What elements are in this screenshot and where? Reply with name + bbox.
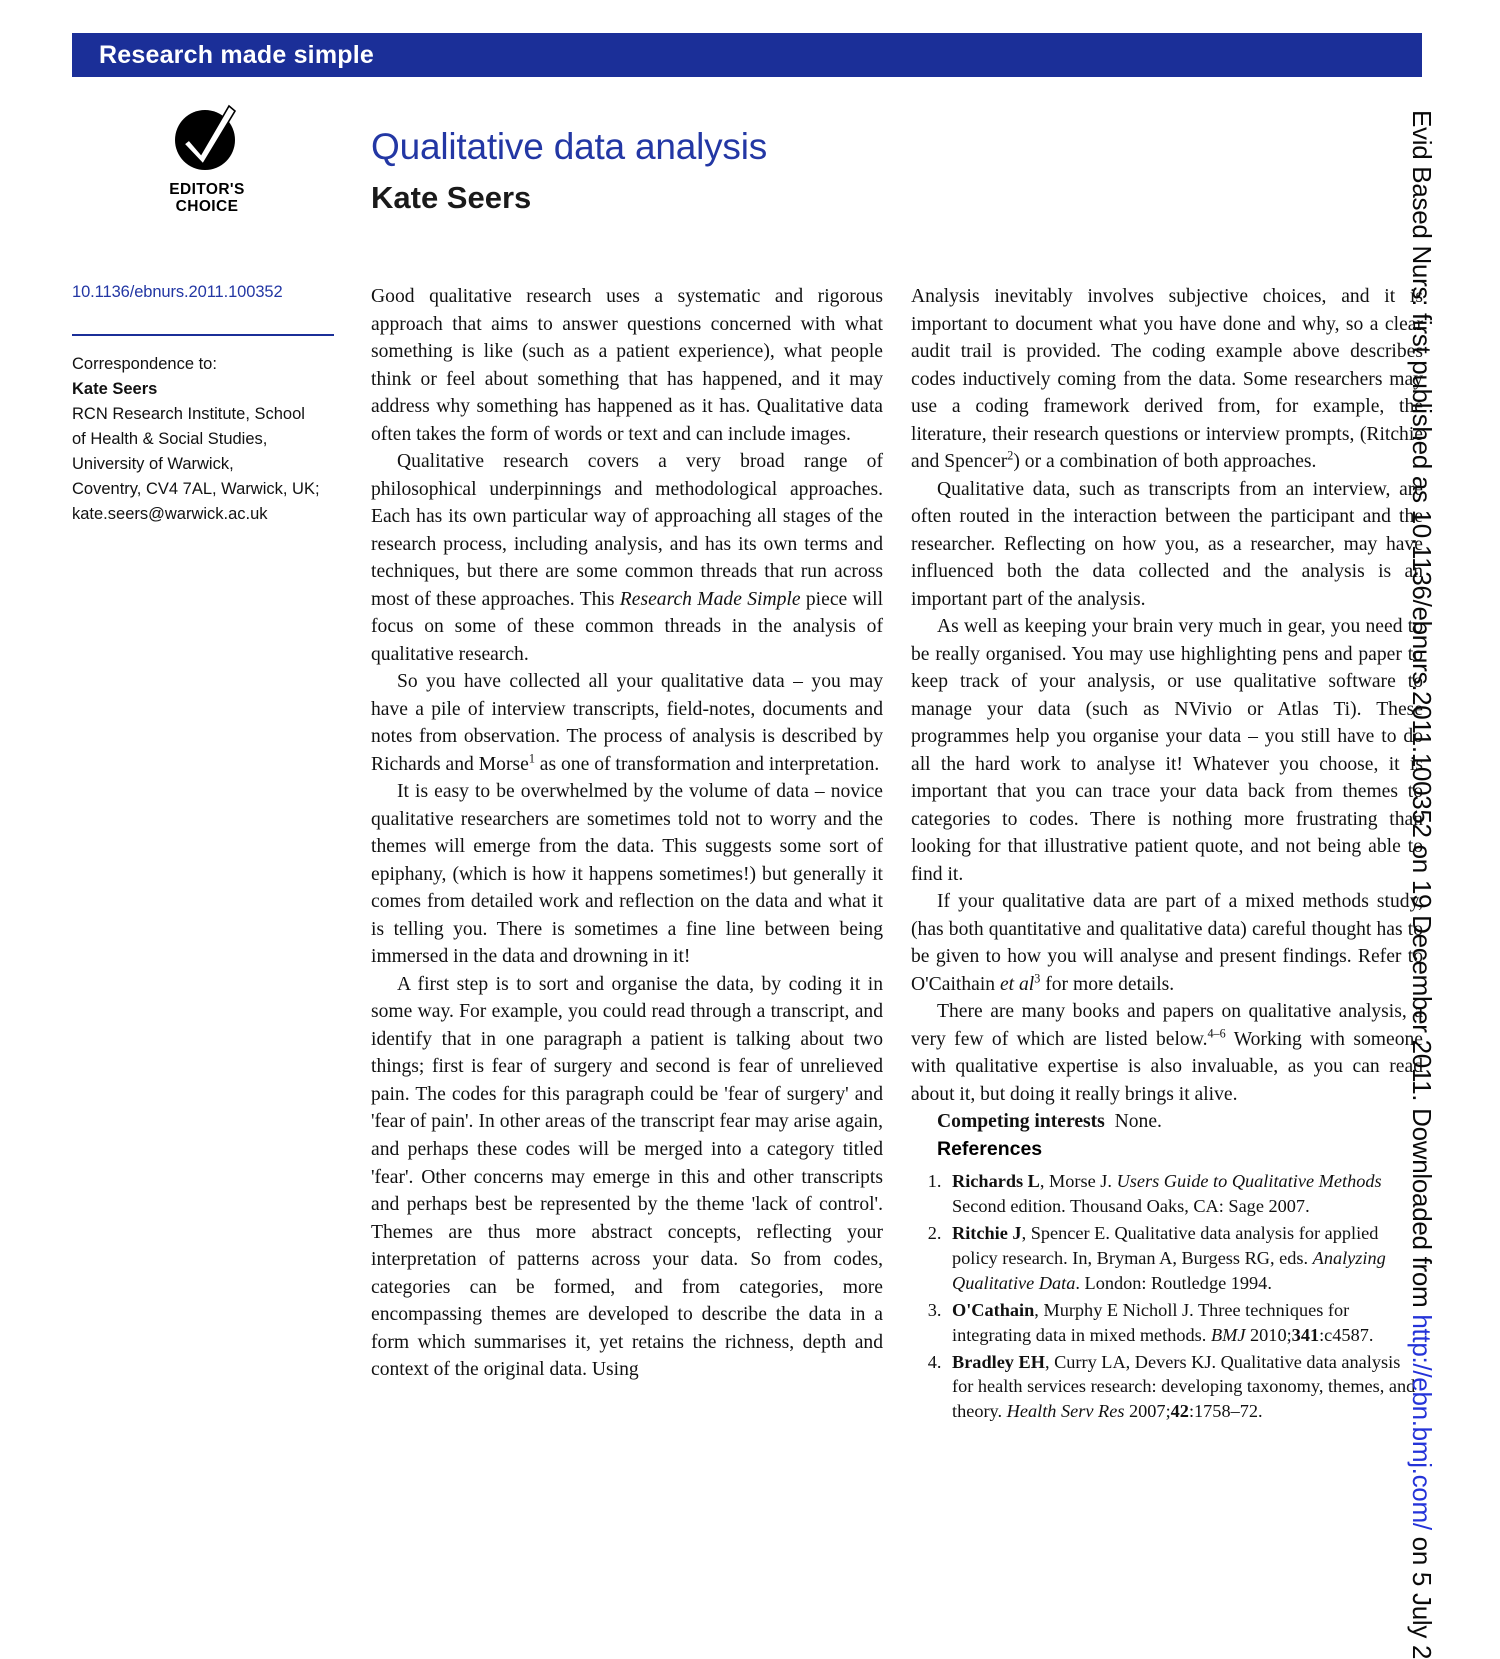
paragraph: As well as keeping your brain very much in gear, you need to be really organised. You may use highlighting pens and paper to keep track of your analysis, or use qualitative software to manage your data (such as NVivio or Atlas Ti). These programmes help you organise your data – you still have to do all the hard work to analyse it! Whatever you choose, it is important that you can trace your data back from themes to categories to codes. There is nothing more frustrating than looking for that illustrative patient quote, and not being able to find it. <box>911 616 1423 885</box>
reference-text: . London: Routledge 1994. <box>1075 1272 1272 1293</box>
reference-item <box>946 1169 1423 1219</box>
paragraph <box>911 998 1423 1108</box>
correspondence-name: Kate Seers <box>72 380 158 399</box>
reference-text: Second edition. Thousand Oaks, CA: Sage 2007. <box>952 1196 1310 1217</box>
watermark-url-link[interactable]: http://ebn.bmj.com/ <box>1407 1314 1437 1530</box>
banner-label: Research made simple <box>99 40 374 69</box>
reference-authors: Bradley EH <box>952 1351 1045 1372</box>
doi-text: 10.1136/ebnurs.2011.100352 <box>72 283 283 301</box>
citation-superscript: 2 <box>1007 448 1014 463</box>
address-line: of Health & Social Studies, <box>72 430 268 449</box>
competing-interests-label: Competing interests <box>937 1111 1105 1133</box>
badge-label-line1: EDITOR'S <box>169 181 245 198</box>
address-line: Coventry, CV4 7AL, Warwick, UK; <box>72 480 320 499</box>
reference-item <box>946 1298 1423 1348</box>
references-heading: References <box>937 1137 1043 1160</box>
reference-text: , Morse J. <box>1039 1171 1117 1192</box>
editors-choice-badge <box>152 98 262 216</box>
citation-superscript: 1 <box>528 751 535 766</box>
paragraph: Good qualitative research uses a systematic and rigorous approach that aims to answer questions concerned with what something is like (such as a patient experience), what people think or feel about something that has happened, and it may address why something has happened as it has. Qualitative data often takes the form of words or text and can include images. <box>371 286 883 445</box>
paragraph <box>371 668 883 778</box>
reference-item <box>946 1350 1423 1425</box>
reference-authors: Ritchie J <box>952 1223 1022 1244</box>
paragraph <box>911 888 1423 998</box>
paragraph-text: ) or a combination of both approaches. <box>1013 451 1317 473</box>
paragraph: It is easy to be overwhelmed by the volume of data – novice qualitative researchers are sometimes told not to worry and the themes will emerge from the data. This suggests some sort of epiphany, (which is how it happens sometimes!) but generally it comes from detailed work and reflection on the data and what it is telling you. There is sometimes a fine line between being immersed in the data and drowning in it! <box>371 781 883 968</box>
reference-journal: Health Serv Res <box>1006 1401 1125 1422</box>
reference-volume: 42 <box>1170 1401 1189 1422</box>
badge-label-line2: CHOICE <box>175 198 239 216</box>
email-address: kate.seers@warwick.ac.uk <box>72 505 268 524</box>
watermark-text: Evid Based Nurs: first published as 10.1136/ebnurs.2011.100352 on 19 December 2011. Downloaded from <box>1407 110 1437 1315</box>
reference-text: :1758–72. <box>1188 1401 1263 1422</box>
paragraph-text: There are many books and papers on qualitative analysis, a very few of which are listed below. <box>911 1001 1423 1050</box>
address-line: University of Warwick, <box>72 455 234 474</box>
reference-text: , Murphy E Nicholl J. Three techniques for integrating data in mixed methods. <box>952 1299 1350 1345</box>
competing-interests-value: None. <box>1114 1111 1162 1133</box>
paragraph-text: for more details. <box>1040 973 1175 995</box>
correspondence-label: Correspondence to: <box>72 355 217 373</box>
correspondence-block <box>72 352 334 528</box>
watermark-text: on 5 July 2 <box>1407 1529 1437 1659</box>
emphasis-text: Research Made Simple <box>619 588 801 610</box>
paragraph: A first step is to sort and organise the data, by coding it in some way. For example, you could read through a transcript, and identify that in one paragraph a patient is talking about two things; first is fear of surgery and second is fear of unrelieved pain. The codes for this paragraph could be 'fear of surgery' and 'fear of pain'. In other areas of the transcript fear may arise again, and perhaps these codes will be merged into a category titled 'fear'. Other concerns may emerge in this and other transcripts and perhaps best be represented by the theme 'lack of control'. Themes are thus more abstract concepts, reflecting your interpretation of patterns across your data. So from codes, categories can be formed, and from categories, more encompassing themes are developed to describe the data in a form which summarises it, yet retains the richness, depth and context of the original data. Using <box>371 973 883 1381</box>
reference-authors: Richards L <box>952 1171 1040 1192</box>
reference-volume: 341 <box>1291 1324 1320 1345</box>
citation-superscript: 4–6 <box>1207 1026 1226 1041</box>
body-column-left <box>371 283 883 1384</box>
emphasis-text: et al <box>999 973 1035 995</box>
meta-divider <box>72 334 334 336</box>
address-line: RCN Research Institute, School <box>72 405 305 424</box>
paragraph-text: as one of transformation and interpretation. <box>534 753 880 775</box>
article-metadata <box>72 283 334 528</box>
references-list <box>911 1169 1423 1424</box>
paragraph-text: So you have collected all your qualitative data – you may have a pile of interview transcripts, field-notes, documents and notes from observation. The process of analysis is described by Richards and Morse <box>371 671 883 775</box>
reference-title: Analyzing Qualitative Data <box>952 1248 1386 1293</box>
paragraph-text: Qualitative research covers a very broad range of philosophical underpinnings and methodological approaches. Each has its own particular way of approaching all stages of the research process, including analysis, and has its own terms and techniques, but there are some common threads that run across most of these approaches. This <box>371 451 883 610</box>
paragraph-text: If your qualitative data are part of a mixed methods study, (has both quantitative and qualitative data) careful thought has to be given to how you will analyse and present findings. Refer to O'Caithain <box>911 891 1423 995</box>
competing-interests <box>911 1108 1423 1136</box>
reference-text: , Spencer E. Qualitative data analysis for applied policy research. In, Bryman A, Burgess RG, eds. <box>952 1223 1379 1268</box>
paragraph: Qualitative data, such as transcripts from an interview, are often routed in the interaction between the participant and the researcher. Reflecting on how you, as a researcher, may have influenced both the data collected and the analysis is an important part of the analysis. <box>911 478 1423 610</box>
publication-watermark <box>1406 110 1437 1659</box>
body-column-right <box>911 283 1423 1426</box>
paragraph <box>371 448 883 668</box>
reference-item <box>946 1221 1423 1296</box>
reference-authors: O'Cathain <box>952 1299 1035 1320</box>
reference-title: Users Guide to Qualitative Methods <box>1116 1171 1382 1192</box>
author-name: Kate Seers <box>371 180 532 215</box>
paragraph-text: Working with someone with qualitative expertise is also invaluable, as you can read about it, but doing it really brings it alive. <box>911 1028 1423 1105</box>
paragraph <box>911 283 1423 476</box>
section-banner <box>72 33 1422 77</box>
citation-superscript: 3 <box>1034 971 1041 986</box>
reference-text: 2007; <box>1124 1401 1171 1422</box>
reference-text: , Curry LA, Devers KJ. Qualitative data analysis for health services research: developing taxonomy, themes, and theory. <box>952 1351 1416 1422</box>
reference-text: :c4587. <box>1319 1324 1374 1345</box>
reference-text: 2010; <box>1245 1324 1292 1345</box>
check-circle-icon <box>169 98 245 174</box>
reference-journal: BMJ <box>1210 1324 1246 1345</box>
paragraph-text: Analysis inevitably involves subjective choices, and it is important to document what you have done and why, so a clear audit trail is provided. The coding example above describes codes inductively coming from the data. Some researchers may use a coding framework derived from, for example, the literature, their research questions or interview prompts, (Ritchie and Spencer <box>911 286 1423 473</box>
page-title: Qualitative data analysis <box>371 125 768 167</box>
paragraph-text: piece will focus on some of these common threads in the analysis of qualitative research. <box>371 588 884 665</box>
